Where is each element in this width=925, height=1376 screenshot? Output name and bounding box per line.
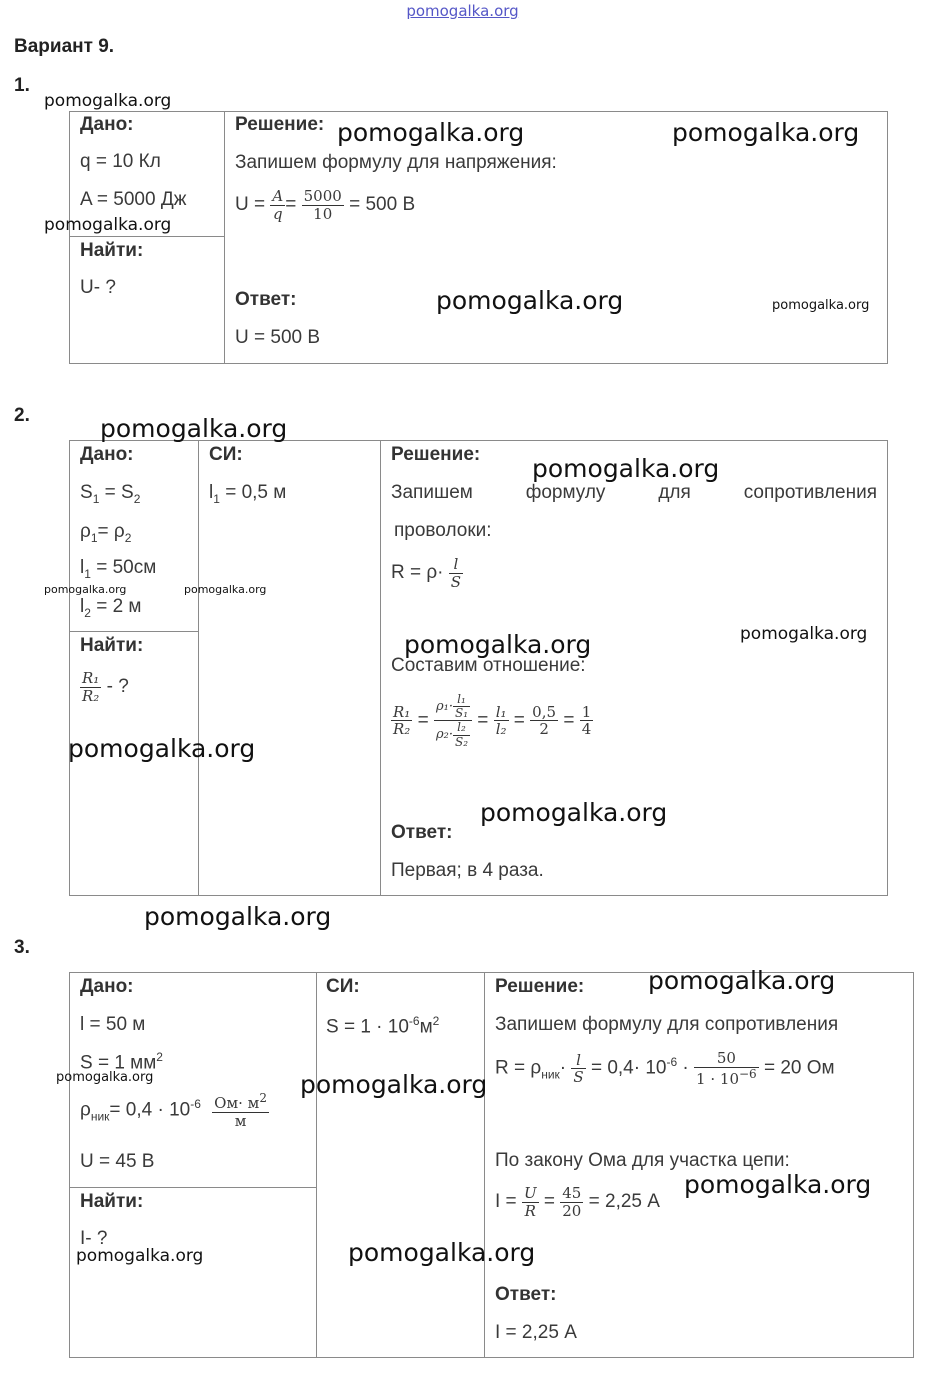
watermark: pomogalka.org (44, 583, 127, 596)
watermark: pomogalka.org (100, 414, 288, 443)
p3-given-item: l = 50 м (80, 1014, 146, 1035)
p2-answer: Первая; в 4 раза. (391, 860, 544, 881)
p1-find-item: U- ? (80, 277, 116, 298)
p3-answer-heading: Ответ: (495, 1284, 557, 1305)
variant-title: Вариант 9. (14, 36, 115, 57)
watermark: pomogalka.org (348, 1238, 536, 1267)
watermark: pomogalka.org (144, 902, 332, 931)
p3-formula-current: I = $\frac{U}{R}$ = $\frac{45}{20}$ = 2,25 А (495, 1184, 660, 1220)
p1-find-heading: Найти: (80, 240, 144, 261)
watermark: pomogalka.org (184, 583, 267, 596)
p3-ohm-text: По закону Ома для участка цепи: (495, 1150, 790, 1171)
problem-2-given-divider (69, 631, 198, 632)
p1-solution-heading: Решение: (235, 114, 325, 135)
p3-answer: I = 2,25 А (495, 1322, 577, 1343)
problem-2-divider (198, 440, 199, 896)
p2-given-heading: Дано: (80, 444, 134, 465)
p1-given-item: q = 10 Кл (80, 151, 161, 172)
watermark: pomogalka.org (672, 118, 860, 147)
watermark: pomogalka.org (337, 118, 525, 147)
problem-1-table (69, 111, 888, 364)
watermark: pomogalka.org (648, 966, 836, 995)
watermark: pomogalka.org (44, 91, 172, 111)
watermark: pomogalka.org (480, 798, 668, 827)
p2-answer-heading: Ответ: (391, 822, 453, 843)
problem-2-divider (380, 440, 381, 896)
p2-si-item: $l_1 = 0,5$ м (209, 482, 287, 506)
p2-find-item: $\frac{\text{R₁}}{\text{R₂}}$ - ? (82, 669, 129, 705)
problem-3-divider (316, 972, 317, 1358)
p3-given-heading: Дано: (80, 976, 134, 997)
p2-given-item: $l_1 = 50см$ (80, 557, 157, 581)
watermark: pomogalka.org (56, 1070, 154, 1085)
p2-solution-text: Запишем формулу для сопротивления (391, 482, 877, 503)
watermark: pomogalka.org (68, 734, 256, 763)
p3-find-heading: Найти: (80, 1191, 144, 1212)
p2-solution-heading: Решение: (391, 444, 481, 465)
p2-ratio-formula: $\frac{\text{R₁}}{\text{R₂}}$ = ρ₁· $\frac{\text{l₁}}{\text{S₁}}$ ρ₂· $\frac{\text{l₂}}{\text{S₂}}$ = $\frac{\text{l₁}}{\text{l₂}}$ = $\frac{0,5}{2}$ = $\frac{1}{4}$ (393, 692, 592, 749)
site-link[interactable]: pomogalka.org (406, 2, 519, 20)
p3-given-item: $\rho_{ник}= 0,4 \cdot 10^{-6}$ $\frac{Ом\cdot м^2}{м}$ (80, 1091, 267, 1130)
p2-solution-text-2: проволоки: (394, 520, 492, 541)
watermark: pomogalka.org (44, 215, 172, 235)
problem-1-given-divider (69, 236, 224, 237)
p1-given-item: A = 5000 Дж (80, 189, 187, 210)
watermark: pomogalka.org (404, 630, 592, 659)
problem-3-given-divider (69, 1187, 316, 1188)
p3-find-item: I- ? (80, 1228, 108, 1249)
watermark: pomogalka.org (532, 454, 720, 483)
p1-given-heading: Дано: (80, 114, 134, 135)
p3-solution-heading: Решение: (495, 976, 585, 997)
p2-find-heading: Найти: (80, 635, 144, 656)
watermark: pomogalka.org (740, 624, 868, 644)
problem-1-divider (224, 111, 225, 364)
p1-formula: U = $\frac{A}{q}$ = $\frac{5000}{10}$ = 500 В (235, 187, 416, 223)
watermark: pomogalka.org (300, 1070, 488, 1099)
p2-si-heading: СИ: (209, 444, 243, 465)
p2-ratio-text: Составим отношение: (391, 655, 586, 676)
p2-given-item: $l_2 = 2$ м (80, 596, 142, 620)
problem-1-number: 1. (14, 75, 30, 96)
problem-2-number: 2. (14, 405, 30, 426)
watermark: pomogalka.org (76, 1246, 204, 1266)
p3-si-heading: СИ: (326, 976, 360, 997)
p3-si-item: $S = 1 \cdot 10^{-6}м^2$ (326, 1014, 440, 1038)
problem-3-number: 3. (14, 937, 30, 958)
watermark: pomogalka.org (684, 1170, 872, 1199)
p3-formula-resistance: $R = \rho_{ник}\cdot$ $\frac{l}{S}$ = $0,4\cdot 10^{-6}$ · $\frac{50}{1 \cdot 10^{-6}}$ = 20 Ом (495, 1049, 835, 1088)
watermark: pomogalka.org (772, 298, 870, 313)
p2-formula: R = ρ· $\frac{l}{S}$ (391, 555, 462, 591)
problem-3-divider (484, 972, 485, 1358)
p3-given-item: U = 45 В (80, 1151, 155, 1172)
p3-solution-text: Запишем формулу для сопротивления (495, 1014, 839, 1035)
p1-solution-text: Запишем формулу для напряжения: (235, 152, 557, 173)
p1-answer-heading: Ответ: (235, 289, 297, 310)
p1-answer: U = 500 В (235, 327, 321, 348)
watermark: pomogalka.org (436, 286, 624, 315)
p3-given-item: S = 1 $мм^2$ (80, 1050, 163, 1074)
p2-given-item: $S_1 = S_2$ (80, 482, 141, 506)
p2-given-item: $\rho_1= \rho_2$ (80, 521, 132, 545)
